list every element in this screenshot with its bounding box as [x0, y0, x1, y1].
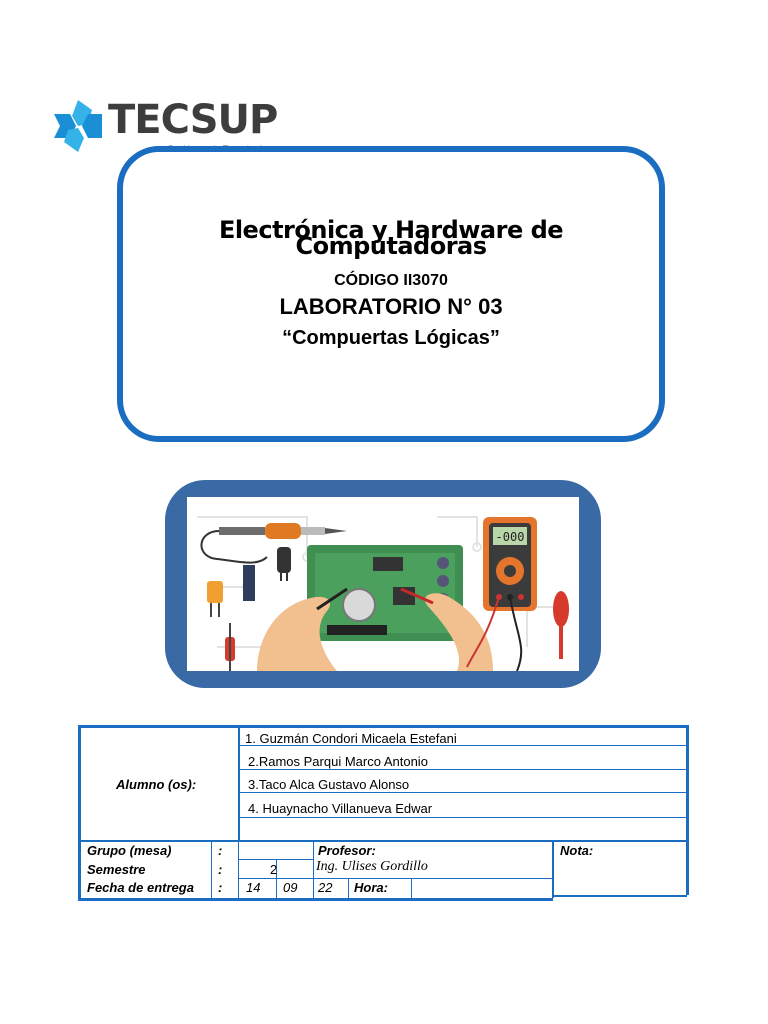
table-border [238, 878, 553, 879]
multimeter-display: -000 [495, 530, 525, 544]
title-box [117, 146, 665, 442]
date-label: Fecha de entrega [87, 880, 194, 895]
date-colon: : [218, 880, 223, 895]
lab-number: LABORATORIO N° 03 [279, 294, 503, 319]
table-border [238, 842, 239, 898]
group-label: Grupo (mesa) [87, 843, 172, 858]
professor-label: Profesor: [318, 843, 376, 858]
student-3: 3.Taco Alca Gustavo Alonso [248, 777, 410, 792]
illustration-frame [165, 480, 601, 688]
group-colon: : [218, 843, 223, 858]
table-border [238, 859, 313, 860]
table-border [211, 842, 212, 898]
electronics-repair-illustration [187, 497, 579, 671]
logo-wordmark: TECSUP [108, 97, 278, 143]
grade-label: Nota: [560, 843, 594, 858]
circuit-board-icon [307, 545, 463, 641]
course-title: Electrónica y Hardware de Computadoras [218, 216, 564, 260]
table-border [348, 878, 349, 898]
table-border [552, 842, 554, 898]
semester-label: Semestre [87, 862, 146, 877]
date-month: 09 [283, 880, 298, 895]
table-border [686, 725, 689, 895]
student-2: 2.Ramos Parqui Marco Antonio [248, 754, 428, 769]
professor-name: Ing. Ulises Gordillo [316, 859, 428, 874]
semester-value: 2 [270, 862, 278, 877]
table-border [313, 842, 314, 898]
capacitor-icon [207, 581, 223, 603]
table-border [78, 725, 81, 901]
table-border [238, 792, 686, 793]
coil-icon [243, 565, 255, 601]
table-border [238, 817, 686, 818]
date-day: 14 [246, 880, 261, 895]
table-border [554, 895, 687, 897]
table-border [411, 878, 412, 898]
course-code: CÓDIGO II3070 [334, 272, 448, 289]
date-year: 22 [318, 880, 333, 895]
table-border [78, 725, 689, 728]
semester-colon: : [218, 862, 223, 877]
hour-label: Hora: [354, 880, 388, 895]
table-border [238, 769, 686, 770]
table-border [78, 840, 689, 842]
student-4: 4. Huaynacho Villanueva Edwar [248, 801, 433, 816]
lab-subtitle: “Compuertas Lógicas” [282, 327, 500, 349]
table-border [78, 898, 553, 901]
students-label: Alumno (os): [116, 777, 197, 792]
tecsup-arrows-icon [48, 96, 108, 156]
student-1: 1. Guzmán Condori Micaela Estefani [245, 731, 457, 746]
student-info-table [78, 725, 689, 898]
